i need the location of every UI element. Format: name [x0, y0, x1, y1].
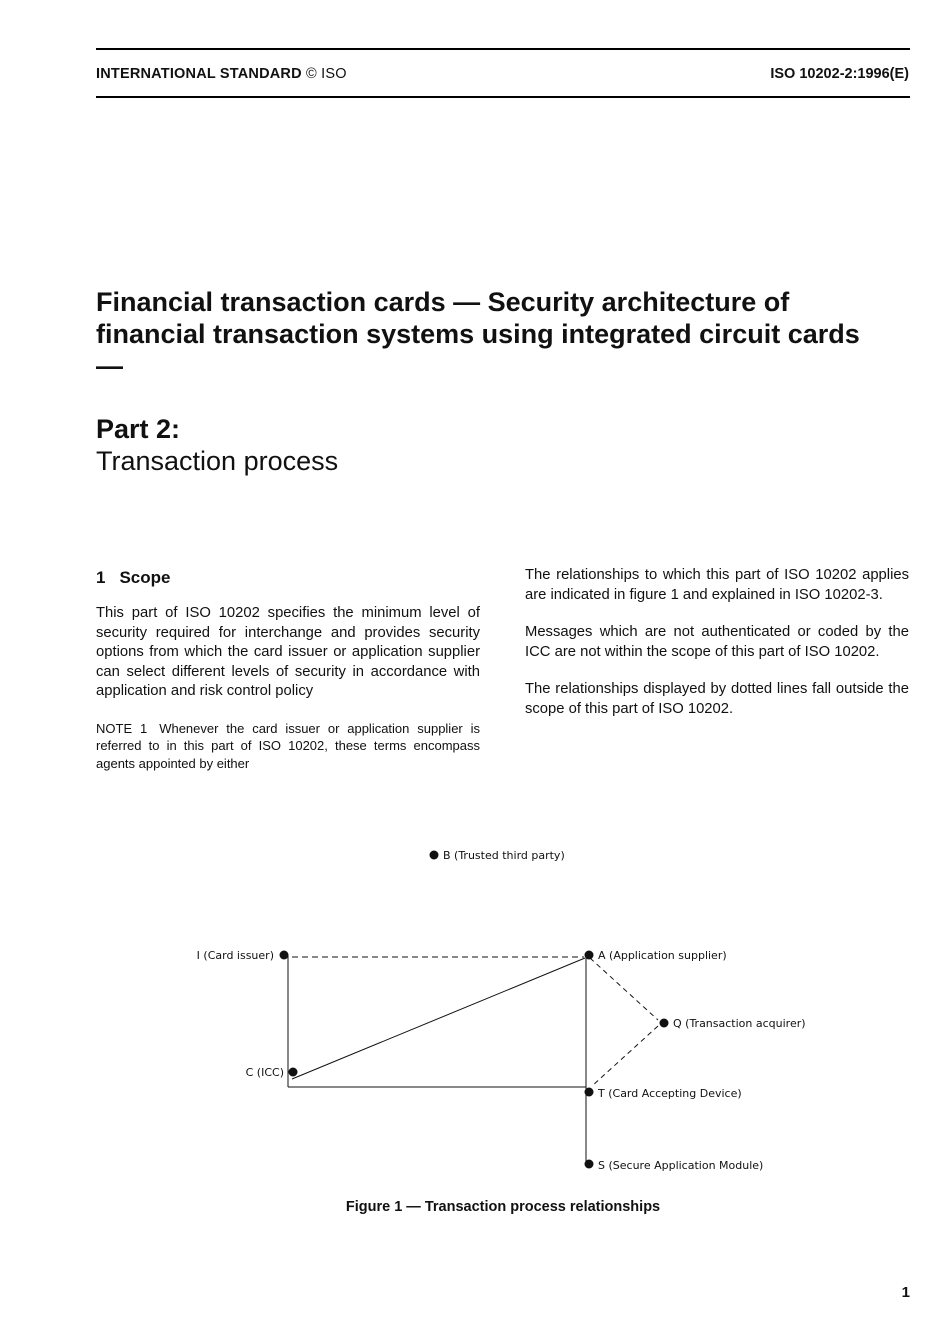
left-column — [96, 604, 480, 772]
note-1 — [96, 720, 480, 773]
relationships-paragraph: The relationships to which this part of ISO 10202 applies are indicated in figure 1 and explained in ISO 10202-3. — [525, 567, 909, 603]
note-label: NOTE 1 — [96, 720, 148, 736]
note-text: Whenever the card issuer or application supplier is referred to in this part of ISO 10202, these terms encompass agents appointed by either — [96, 720, 480, 771]
dotted-acquirer-to-terminal — [592, 1026, 658, 1086]
node-s-label: S (Secure Application Module) — [598, 1159, 764, 1172]
copyright-text: © ISO — [306, 66, 347, 82]
relationship-diagram — [0, 830, 950, 1190]
page-number: 1 — [901, 1284, 910, 1301]
header-bottom-rule — [96, 96, 910, 98]
header-top-rule — [96, 48, 910, 50]
line-card-to-supplier — [292, 958, 585, 1079]
part-label: Part 2: — [96, 414, 181, 444]
header-standard-label — [96, 66, 347, 82]
node-i-label: I (Card issuer) — [196, 949, 274, 962]
standard-label-text: INTERNATIONAL STANDARD — [96, 66, 302, 82]
scope-paragraph: This part of ISO 10202 specifies the minimum level of security required for interchange and provides security options from which the card issuer or application supplier can select different levels of security in accordance with application and risk control policy — [96, 605, 480, 699]
node-b-dot — [430, 851, 439, 860]
node-t-dot — [585, 1088, 594, 1097]
header-doc-number: ISO 10202-2:1996(E) — [770, 66, 909, 82]
node-q-dot — [660, 1019, 669, 1028]
node-b-label: B (Trusted third party) — [443, 849, 565, 862]
node-a-label: A (Application supplier) — [598, 949, 727, 962]
node-i-dot — [280, 951, 289, 960]
dotted-supplier-to-acquirer — [590, 958, 658, 1020]
messages-paragraph: Messages which are not authenticated or coded by the ICC are not within the scope of this part of ISO 10202. — [525, 624, 909, 660]
right-column — [525, 566, 909, 719]
node-q-label: Q (Transaction acquirer) — [673, 1017, 806, 1030]
node-c-label: C (ICC) — [245, 1066, 284, 1079]
part-subtitle: Transaction process — [96, 446, 339, 476]
node-s-dot — [585, 1160, 594, 1169]
node-t-label: T (Card Accepting Device) — [598, 1087, 742, 1100]
section-heading-scope — [96, 568, 171, 588]
document-title: Financial transaction cards — Security architecture of financial transaction systems using integrated circuit cards — — [96, 287, 860, 381]
figure-caption: Figure 1 — Transaction process relationships — [345, 1199, 661, 1215]
section-number: 1 — [96, 568, 106, 587]
dotted-lines-paragraph: The relationships displayed by dotted lines fall outside the scope of this part of ISO 10202. — [525, 681, 909, 717]
node-a-dot — [585, 951, 594, 960]
section-title: Scope — [119, 568, 171, 587]
node-c-dot — [289, 1068, 298, 1077]
